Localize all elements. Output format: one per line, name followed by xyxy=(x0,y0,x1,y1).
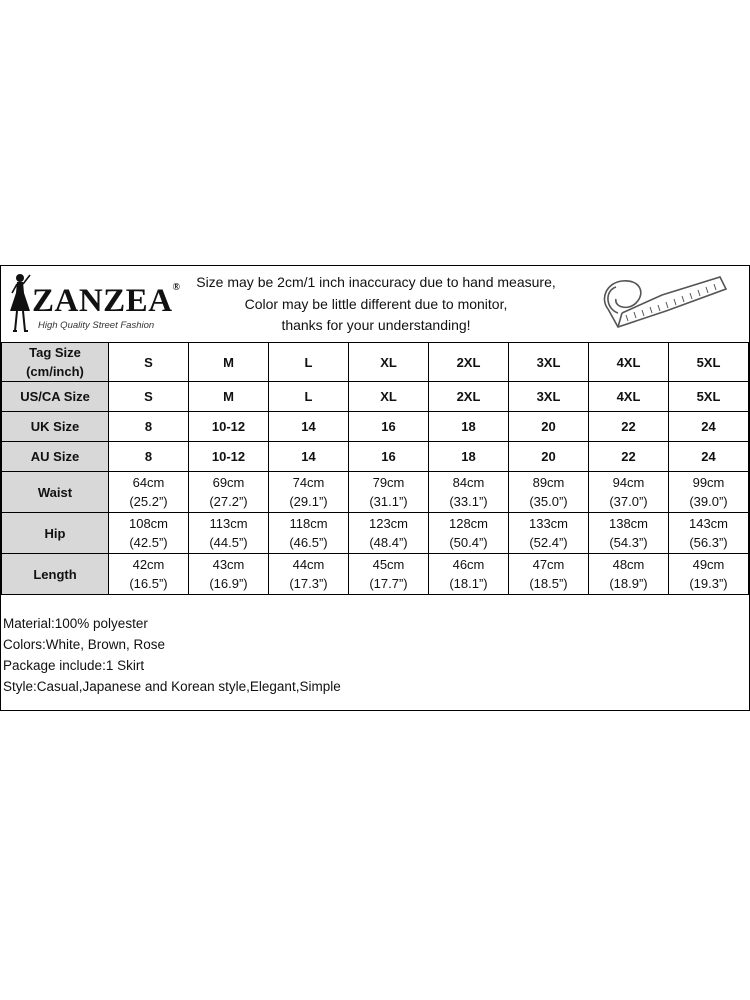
size-cell: 3XL xyxy=(509,343,589,382)
waist-cell: 99cm (39.0”) xyxy=(669,472,749,513)
waist-cell: 74cm (29.1”) xyxy=(269,472,349,513)
material-text: Material:100% polyester xyxy=(3,616,148,631)
uk-cell: 22 xyxy=(589,412,669,442)
hip-cell: 113cm (44.5”) xyxy=(189,513,269,554)
waist-cell: 79cm (31.1”) xyxy=(349,472,429,513)
notice-line: Size may be 2cm/1 inch inaccuracy due to hand measure, xyxy=(196,274,556,290)
waist-cell: 89cm (35.0”) xyxy=(509,472,589,513)
table-row xyxy=(2,382,749,412)
table-row xyxy=(2,513,749,554)
brand-name: ZANZEA xyxy=(32,283,173,319)
size-chart-header xyxy=(1,266,749,341)
size-cell: L xyxy=(269,343,349,382)
length-cell: 42cm (16.5”) xyxy=(109,554,189,595)
brand-tagline: High Quality Street Fashion xyxy=(38,320,155,331)
colors-text: Colors:White, Brown, Rose xyxy=(3,637,166,652)
uk-cell: 10-12 xyxy=(189,412,269,442)
waist-cell: 69cm (27.2”) xyxy=(189,472,269,513)
size-cell: M xyxy=(189,343,269,382)
size-cell: S xyxy=(109,343,189,382)
us-ca-cell: 2XL xyxy=(429,382,509,412)
us-ca-cell: 5XL xyxy=(669,382,749,412)
au-cell: 16 xyxy=(349,442,429,472)
waist-label: Waist xyxy=(2,472,109,513)
waist-cell: 84cm (33.1”) xyxy=(429,472,509,513)
package-text: Package include:1 Skirt xyxy=(3,658,145,673)
size-cell: XL xyxy=(349,343,429,382)
length-cell: 47cm (18.5”) xyxy=(509,554,589,595)
uk-cell: 24 xyxy=(669,412,749,442)
table-row xyxy=(2,412,749,442)
uk-cell: 18 xyxy=(429,412,509,442)
length-cell: 45cm (17.7”) xyxy=(349,554,429,595)
size-cell: 5XL xyxy=(669,343,749,382)
table-row xyxy=(2,442,749,472)
au-label: AU Size xyxy=(2,442,109,472)
uk-cell: 8 xyxy=(109,412,189,442)
au-cell: 22 xyxy=(589,442,669,472)
au-cell: 14 xyxy=(269,442,349,472)
measurement-notice xyxy=(181,272,571,337)
us-ca-cell: XL xyxy=(349,382,429,412)
uk-cell: 14 xyxy=(269,412,349,442)
us-ca-cell: 3XL xyxy=(509,382,589,412)
measuring-tape-icon xyxy=(596,269,736,339)
uk-label: UK Size xyxy=(2,412,109,442)
length-cell: 43cm (16.9”) xyxy=(189,554,269,595)
waist-cell: 94cm (37.0”) xyxy=(589,472,669,513)
hip-cell: 133cm (52.4”) xyxy=(509,513,589,554)
waist-cell: 64cm (25.2”) xyxy=(109,472,189,513)
product-info xyxy=(3,613,341,697)
length-cell: 46cm (18.1”) xyxy=(429,554,509,595)
us-ca-cell: 4XL xyxy=(589,382,669,412)
au-cell: 20 xyxy=(509,442,589,472)
tag-size-label: Tag Size (cm/inch) xyxy=(2,343,109,382)
us-ca-cell: M xyxy=(189,382,269,412)
notice-line: thanks for your understanding! xyxy=(281,317,471,333)
hip-label: Hip xyxy=(2,513,109,554)
hip-cell: 138cm (54.3”) xyxy=(589,513,669,554)
us-ca-label: US/CA Size xyxy=(2,382,109,412)
hip-cell: 118cm (46.5”) xyxy=(269,513,349,554)
style-text: Style:Casual,Japanese and Korean style,Elegant,Simple xyxy=(3,679,341,694)
size-chart-sheet xyxy=(0,265,750,711)
au-cell: 10-12 xyxy=(189,442,269,472)
hip-cell: 123cm (48.4”) xyxy=(349,513,429,554)
au-cell: 18 xyxy=(429,442,509,472)
au-cell: 8 xyxy=(109,442,189,472)
length-cell: 49cm (19.3”) xyxy=(669,554,749,595)
uk-cell: 16 xyxy=(349,412,429,442)
us-ca-cell: L xyxy=(269,382,349,412)
notice-line: Color may be little different due to monitor, xyxy=(244,295,508,312)
au-cell: 24 xyxy=(669,442,749,472)
us-ca-cell: S xyxy=(109,382,189,412)
hip-cell: 128cm (50.4”) xyxy=(429,513,509,554)
length-cell: 48cm (18.9”) xyxy=(589,554,669,595)
registered-mark: ® xyxy=(172,282,181,293)
uk-cell: 20 xyxy=(509,412,589,442)
table-row xyxy=(2,343,749,382)
length-label: Length xyxy=(2,554,109,595)
table-row xyxy=(2,472,749,513)
brand-logo xyxy=(6,271,181,337)
size-table xyxy=(1,342,749,595)
hip-cell: 143cm (56.3”) xyxy=(669,513,749,554)
hip-cell: 108cm (42.5”) xyxy=(109,513,189,554)
size-cell: 4XL xyxy=(589,343,669,382)
size-cell: 2XL xyxy=(429,343,509,382)
length-cell: 44cm (17.3”) xyxy=(269,554,349,595)
table-row xyxy=(2,554,749,595)
